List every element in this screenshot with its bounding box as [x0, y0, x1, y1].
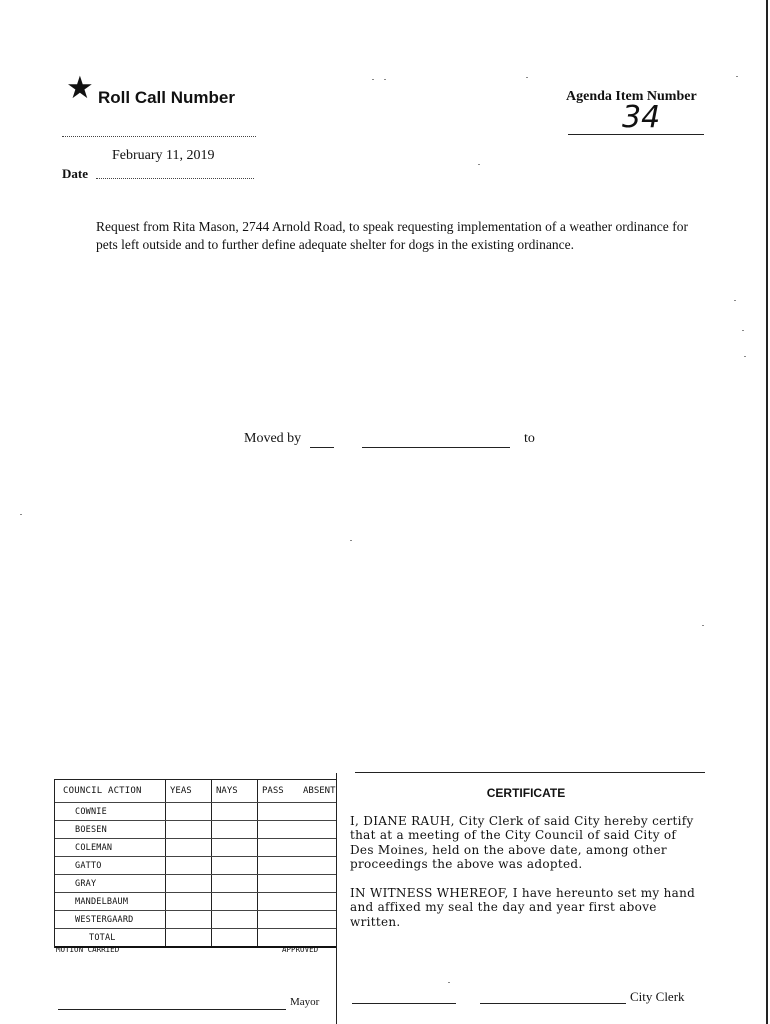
certificate-divider [336, 773, 337, 1024]
council-member-row [55, 893, 337, 911]
pass-cell [257, 857, 337, 874]
certificate-paragraph: I, DIANE RAUH, City Clerk of said City hereby certify that at a meeting of the City Council of said City of Des Moines, held on the above date, among other proceedings the above was adopted. [350, 814, 694, 872]
scan-speck [526, 77, 528, 78]
nays-total [211, 929, 257, 946]
nays-cell [211, 803, 257, 820]
scan-speck [448, 982, 450, 983]
pass-header-label: PASS [262, 786, 284, 796]
pass-cell [257, 821, 337, 838]
nays-cell [211, 839, 257, 856]
scan-speck [734, 300, 736, 301]
council-member-row [55, 911, 337, 929]
agenda-item-number: 34 [622, 100, 661, 135]
scan-speck [702, 625, 704, 626]
star-icon: ★ [66, 70, 94, 105]
mayor-signature-line [58, 1009, 286, 1010]
yeas-cell [165, 857, 211, 874]
agenda-item-label: Agenda Item Number [566, 89, 697, 104]
roll-call-label: Roll Call Number [98, 88, 235, 107]
member-name: WESTERGAARD [75, 914, 134, 925]
yeas-cell [165, 893, 211, 910]
nays-cell [211, 857, 257, 874]
motion-carried-label: MOTION CARRIED [56, 945, 120, 954]
member-name: GATTO [75, 860, 102, 871]
member-name: COWNIE [75, 806, 107, 817]
pass-cell [257, 803, 337, 820]
yeas-cell [165, 911, 211, 928]
yeas-cell [165, 839, 211, 856]
date-label: Date [62, 166, 88, 181]
member-name: COLEMAN [75, 842, 113, 853]
date-value: February 11, 2019 [112, 148, 215, 163]
total-label: TOTAL [89, 932, 116, 943]
moved-by-line [310, 447, 334, 448]
clerk-signature-line [352, 1003, 456, 1004]
council-action-header: COUNCIL ACTION [63, 786, 142, 796]
moved-to-label: to [524, 431, 535, 446]
nays-cell [211, 821, 257, 838]
nays-cell [211, 893, 257, 910]
clerk-name-line [480, 1003, 626, 1004]
witness-paragraph: IN WITNESS WHEREOF, I have hereunto set my hand and affixed my seal the day and year first above written. [350, 886, 696, 929]
yeas-total [165, 929, 211, 946]
pass-total [257, 929, 337, 946]
yeas-cell [165, 875, 211, 892]
certificate-top-rule [355, 772, 705, 773]
page-edge-border [766, 0, 768, 1024]
council-member-row [55, 857, 337, 875]
yeas-cell [165, 803, 211, 820]
absent-header: ABSENT [303, 786, 336, 796]
council-member-row [55, 821, 337, 839]
yeas-header: YEAS [165, 780, 211, 802]
council-member-row [55, 803, 337, 821]
request-text: Request from Rita Mason, 2744 Arnold Road, to speak requesting implementation of a weather ordinance for pets left outside and to further define adequate shelter for dogs in the existing ordinance. [96, 219, 688, 252]
mayor-label: Mayor [290, 996, 320, 1008]
council-member-row [55, 839, 337, 857]
council-member-row [55, 875, 337, 893]
member-name: GRAY [75, 878, 97, 889]
scan-speck [736, 76, 738, 77]
moved-by-label: Moved by [244, 431, 302, 446]
scan-speck [372, 79, 374, 80]
roll-call-number-line [62, 136, 256, 137]
pass-cell [257, 875, 337, 892]
pass-cell [257, 911, 337, 928]
pass-cell [257, 893, 337, 910]
member-name: BOESEN [75, 824, 107, 835]
council-header-row [55, 780, 337, 803]
city-clerk-label: City Clerk [630, 989, 685, 1004]
approved-label: APPROVED [282, 945, 319, 954]
scan-speck [478, 164, 480, 165]
agenda-item-line [568, 134, 704, 135]
seconded-line [362, 447, 510, 448]
nays-header: NAYS [211, 780, 257, 802]
nays-cell [211, 911, 257, 928]
yeas-cell [165, 821, 211, 838]
scan-speck [20, 514, 22, 515]
scan-speck [744, 356, 746, 357]
certificate-title: CERTIFICATE [486, 786, 566, 800]
member-name: MANDELBAUM [75, 896, 129, 907]
date-line [96, 178, 254, 179]
council-action-table [54, 779, 337, 948]
nays-cell [211, 875, 257, 892]
scan-speck [742, 330, 744, 331]
scan-speck [384, 79, 386, 80]
scan-speck [350, 540, 352, 541]
pass-cell [257, 839, 337, 856]
